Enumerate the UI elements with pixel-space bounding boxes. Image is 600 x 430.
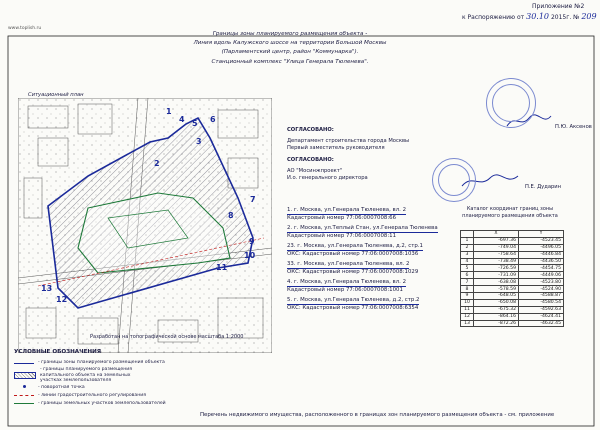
parcel-item (287, 261, 438, 276)
appendix-label: Приложение №2 (532, 3, 585, 10)
table-cell: -638.08 (474, 279, 519, 286)
table-row (461, 251, 564, 258)
legend-row (14, 367, 166, 384)
table-cell: 12 (461, 313, 474, 320)
zone-boundary-swatch (14, 363, 34, 364)
table-header (461, 231, 474, 238)
legend-row (14, 392, 166, 400)
approval-head: СОГЛАСОВАНО: (287, 157, 334, 163)
order-line (462, 13, 597, 21)
parcel-address: 4. г. Москва, ул.Генерала Тюленева, вл. 2 (287, 279, 406, 285)
legend-row (14, 384, 166, 392)
approval-head: СОГЛАСОВАНО: (287, 127, 334, 133)
table-cell: -4523.45 (519, 237, 564, 244)
table-cell: -697.36 (474, 237, 519, 244)
point-number: 12 (56, 295, 68, 304)
table-cell: -4632.45 (519, 320, 564, 327)
document-title (160, 30, 420, 67)
parcel-address: 33. г. Москва, ул.Генерала Тюленева, вл. 2 (287, 261, 410, 267)
table-cell: -4588.87 (519, 293, 564, 300)
legend (14, 348, 166, 408)
parcel-address: 23. г. Москва, ул.Генерала Тюленева, д.2, стр.1 (287, 243, 423, 249)
footer-note: Перечень недвижимого имущества, расположенного в границах зон планируемого размещения объекта - см. приложение (200, 412, 555, 418)
table-cell: -648.05 (474, 293, 519, 300)
parcel-item (287, 225, 438, 240)
point-number: 6 (210, 115, 216, 124)
table-row (461, 286, 564, 293)
table-cell: 3 (461, 251, 474, 258)
regulation-line-swatch (14, 395, 34, 396)
point-number: 4 (179, 115, 185, 124)
point-number: 9 (249, 237, 255, 246)
table-cell: -731.09 (474, 272, 519, 279)
table-row (461, 299, 564, 306)
table-cell: 7 (461, 279, 474, 286)
table-cell: 11 (461, 306, 474, 313)
order-date: 30.10 (526, 12, 550, 21)
parcel-list (287, 207, 438, 312)
parcel-kad-prefix: Кадастровый номер (287, 287, 345, 293)
table-row (461, 313, 564, 320)
point-number: 11 (216, 263, 228, 272)
title-line: Линия вдоль Калужского шоссе на территории Большой Москвы (193, 40, 387, 47)
parcel-kad: 77:06:0007008:6354 (361, 305, 419, 311)
table-cell: 5 (461, 265, 474, 272)
parcel-kad: 77:06:0007008:1029 (361, 269, 419, 275)
table-cell: 13 (461, 320, 474, 327)
point-number: 1 (166, 107, 172, 116)
parcel-address: 2. г. Москва, ул.Теплый Стан, ул.Генерала Тюленева (287, 225, 438, 231)
point-number: 5 (192, 119, 198, 128)
table-cell: -738.49 (474, 258, 519, 265)
parcel-item (287, 297, 438, 312)
approval-signer-2: П.Е. Дударин (525, 184, 562, 190)
legend-row (14, 359, 166, 367)
hatch-swatch (14, 372, 36, 379)
table-cell: -675.32 (474, 306, 519, 313)
table-cell: -4524.90 (519, 286, 564, 293)
legend-item: - границы земельных участков землепользователей (38, 400, 166, 406)
parcel-kad: 77:06:0007008:66 (345, 215, 397, 221)
table-cell: -4436.50 (519, 258, 564, 265)
approval-signer-1: П.Ю. Аксенов (555, 124, 592, 130)
table-cell: 1 (461, 237, 474, 244)
table-row (461, 306, 564, 313)
parcel-address: 1. г. Москва, ул.Генерала Тюленева, вл. 2 (287, 207, 406, 213)
table-row (461, 293, 564, 300)
table-cell: -4454.75 (519, 265, 564, 272)
title-line: (Парламентский центр, район "Коммунарка"). (221, 49, 359, 56)
legend-item: - поворотная точка (38, 384, 85, 390)
table-row (461, 320, 564, 327)
parcel-item (287, 207, 438, 222)
parcel-kad-prefix: Кадастровый номер (287, 233, 345, 239)
table-cell: 6 (461, 272, 474, 279)
table-cell: -4446.84 (519, 251, 564, 258)
map-scale-note: Разработан на топографической основе масштаба 1:2000 (90, 334, 244, 340)
table-cell: -650.08 (474, 299, 519, 306)
title-line: Границы зоны планируемого размещения объекта - (212, 31, 368, 37)
approval-org: АО "Мосинжпроект" (287, 168, 343, 174)
parcel-kad-prefix: Кадастровый номер (287, 215, 345, 221)
table-header: X (474, 231, 519, 238)
table-cell: 8 (461, 286, 474, 293)
approval-post: И.о. генерального директора (287, 175, 368, 181)
table-cell: 9 (461, 293, 474, 300)
parcel-address: 5. г. Москва, ул.Генерала Тюленева, д.2, стр.2 (287, 297, 420, 303)
company-seal (438, 164, 470, 196)
table-cell: -864.16 (474, 313, 519, 320)
table-header: Y (519, 231, 564, 238)
order-year: 2015г. № (550, 14, 580, 21)
point-number: 7 (250, 195, 256, 204)
table-cell: -4624.41 (519, 313, 564, 320)
point-number: 8 (228, 211, 234, 220)
point-number: 2 (154, 159, 160, 168)
parcel-line-swatch (14, 403, 34, 404)
table-cell: 10 (461, 299, 474, 306)
legend-row (14, 400, 166, 408)
coordinate-table (460, 230, 564, 327)
catalog-title: Каталог координат границ зоны планируемого размещения объекта (462, 206, 558, 219)
point-number: 3 (196, 137, 202, 146)
parcel-kad-prefix: ОКС: Кадастровый номер (287, 269, 360, 275)
table-cell: -4592.63 (519, 306, 564, 313)
table-row (461, 272, 564, 279)
approval-block-1 (287, 127, 409, 152)
order-prefix: к Распоряжению от (462, 14, 525, 21)
parcel-kad: 77:06:0007008:1001 (345, 287, 403, 293)
site-map (18, 98, 272, 353)
parcel-item (287, 243, 438, 258)
parcel-kad-prefix: ОКС: Кадастровый номер (287, 251, 360, 257)
official-seal (492, 84, 530, 122)
approval-org: Департамент строительства города Москвы (287, 138, 410, 144)
table-cell: -758.64 (474, 251, 519, 258)
site-watermark: www.toplish.ru (8, 26, 42, 31)
table-cell: 4 (461, 258, 474, 265)
parcel-item (287, 279, 438, 294)
table-row (461, 237, 564, 244)
legend-item: - границы планируемого размещения капитального объекта на земельных участках землепользователя (40, 367, 133, 383)
table-row (461, 279, 564, 286)
title-line: Станционный комплекс "Улица Генерала Тюленева". (211, 58, 369, 65)
parcel-kad-prefix: ОКС: Кадастровый номер (287, 305, 360, 311)
legend-item: - границы зоны планируемого размещения объекта (38, 360, 165, 365)
legend-item: - линии градостроительного регулирования (38, 392, 146, 398)
table-cell: -4449.06 (519, 272, 564, 279)
table-row (461, 244, 564, 251)
table-cell: -749.04 (474, 244, 519, 251)
approval-block-2 (287, 157, 368, 182)
parcel-kad: 77:06:0007008:11 (345, 233, 397, 239)
table-cell: -4523.80 (519, 279, 564, 286)
table-cell: -726.59 (474, 265, 519, 272)
point-number: 13 (41, 284, 53, 293)
approval-post: Первый заместитель руководителя (287, 145, 385, 151)
table-row (461, 258, 564, 265)
table-cell: 2 (461, 244, 474, 251)
point-number: 10 (244, 251, 256, 260)
table-cell: -4580.54 (519, 299, 564, 306)
order-number: 209 (581, 12, 597, 21)
table-cell: -872.26 (474, 320, 519, 327)
situation-plan-label: Ситуационный план (28, 92, 84, 98)
table-row (461, 265, 564, 272)
table-cell: -578.59 (474, 286, 519, 293)
legend-title: УСЛОВНЫЕ ОБОЗНАЧЕНИЯ (14, 349, 102, 355)
table-cell: -4496.05 (519, 244, 564, 251)
parcel-kad: 77:06:0007008:1036 (361, 251, 419, 257)
turn-point-swatch (14, 384, 34, 392)
